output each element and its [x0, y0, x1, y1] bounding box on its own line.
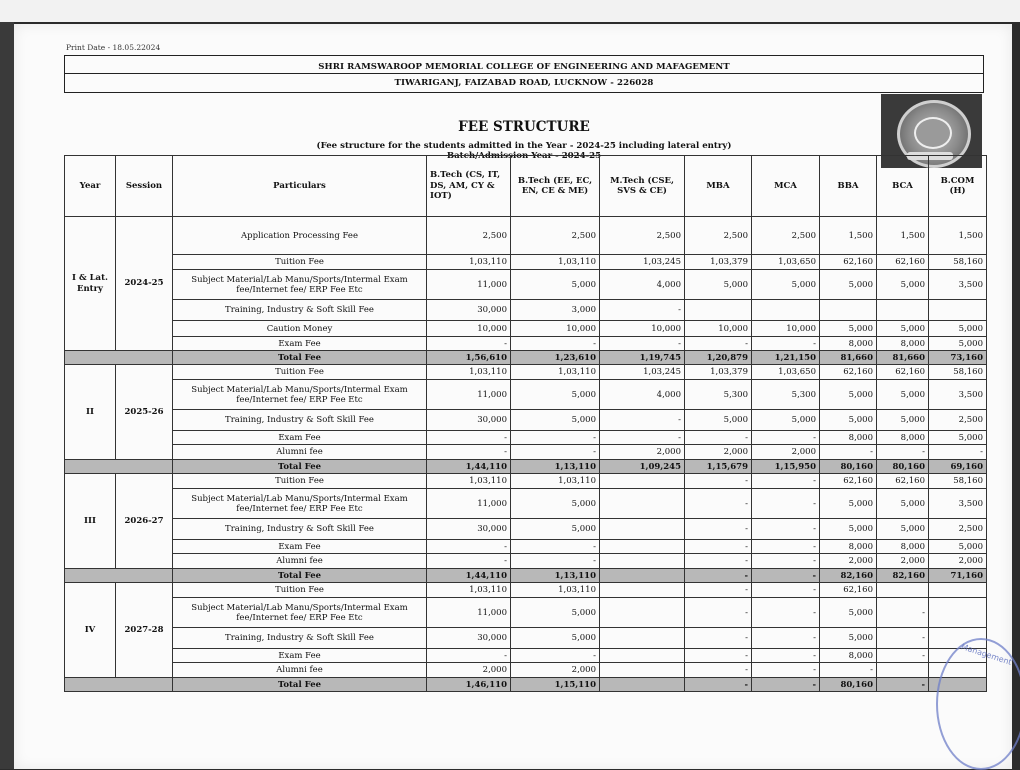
fee-cell-btech-cs: -: [427, 649, 511, 663]
fee-cell-bba: 5,000: [820, 321, 877, 337]
fee-cell-btech-cs: 11,000: [427, 270, 511, 300]
fee-cell-btech-cs: 2,000: [427, 663, 511, 678]
fee-cell-btech-ee: 1,13,110: [511, 569, 600, 583]
fee-cell-btech-cs: -: [427, 554, 511, 569]
fee-cell-mtech: 10,000: [600, 321, 685, 337]
fee-cell-btech-cs: 30,000: [427, 628, 511, 649]
fee-cell-bba: 1,500: [820, 217, 877, 255]
fee-cell-mba: -: [685, 474, 752, 489]
fee-cell-bba: -: [820, 445, 877, 460]
table-row: [65, 255, 987, 270]
fee-cell-btech-ee: -: [511, 431, 600, 445]
table-row: [65, 649, 987, 663]
fee-cell-btech-cs: 11,000: [427, 380, 511, 410]
fee-cell-bca: -: [877, 649, 929, 663]
fee-cell-btech-ee: 5,000: [511, 380, 600, 410]
particulars-cell: Tuition Fee: [173, 474, 427, 489]
fee-cell-mca: -: [752, 663, 820, 678]
particulars-cell: Subject Material/Lab Manu/Sports/Intermal Exam fee/Internet fee/ ERP Fee Etc: [173, 380, 427, 410]
fee-cell-bca: 8,000: [877, 337, 929, 351]
fee-cell-bba: 5,000: [820, 489, 877, 519]
table-row: [65, 598, 987, 628]
fee-cell-btech-ee: -: [511, 445, 600, 460]
particulars-cell: Subject Material/Lab Manu/Sports/Intermal Exam fee/Internet fee/ ERP Fee Etc: [173, 489, 427, 519]
fee-cell-btech-ee: 5,000: [511, 628, 600, 649]
fee-cell-bba: 8,000: [820, 649, 877, 663]
header-year: Year: [65, 156, 116, 217]
fee-cell-btech-ee: 1,03,110: [511, 583, 600, 598]
viewer-left-edge: [0, 22, 14, 769]
fee-cell-mba: -: [685, 519, 752, 540]
fee-cell-mtech: 2,500: [600, 217, 685, 255]
fee-cell-mba: -: [685, 337, 752, 351]
fee-cell-mca: 2,000: [752, 445, 820, 460]
fee-cell-bca: 5,000: [877, 410, 929, 431]
particulars-cell: Tuition Fee: [173, 583, 427, 598]
fee-cell-btech-cs: 1,56,610: [427, 351, 511, 365]
header-btech-ee: B.Tech (EE, EC, EN, CE & ME): [511, 156, 600, 217]
fee-cell-mtech: 1,03,245: [600, 255, 685, 270]
particulars-cell: Caution Money: [173, 321, 427, 337]
particulars-cell: Training, Industry & Soft Skill Fee: [173, 628, 427, 649]
fee-cell-mba: 2,000: [685, 445, 752, 460]
fee-cell-mca: 1,15,950: [752, 460, 820, 474]
fee-cell-btech-ee: -: [511, 337, 600, 351]
particulars-cell: Alumni fee: [173, 445, 427, 460]
fee-cell-bcom: [929, 300, 987, 321]
fee-cell-bcom: -: [929, 445, 987, 460]
seal-emblem: [914, 117, 952, 149]
fee-cell-mba: -: [685, 649, 752, 663]
fee-structure-table: [64, 155, 987, 692]
table-row: [65, 337, 987, 351]
total-fee-row: [65, 569, 987, 583]
fee-cell-mtech: [600, 663, 685, 678]
scanned-document-page: [14, 24, 1012, 769]
particulars-cell: Exam Fee: [173, 649, 427, 663]
fee-cell-mca: -: [752, 431, 820, 445]
fee-cell-mba: -: [685, 569, 752, 583]
fee-cell-btech-ee: 1,03,110: [511, 365, 600, 380]
fee-cell-btech-ee: 5,000: [511, 519, 600, 540]
fee-cell-bca: -: [877, 598, 929, 628]
fee-cell-mca: 5,300: [752, 380, 820, 410]
fee-cell-mba: 5,000: [685, 270, 752, 300]
fee-cell-mca: 5,000: [752, 410, 820, 431]
fee-cell-bca: 81,660: [877, 351, 929, 365]
particulars-cell: Training, Industry & Soft Skill Fee: [173, 519, 427, 540]
table-row: [65, 380, 987, 410]
stamp-text: Management: [959, 642, 1013, 667]
fee-cell-mtech: [600, 569, 685, 583]
fee-cell-bcom: 5,000: [929, 540, 987, 554]
fee-cell-mca: 2,500: [752, 217, 820, 255]
fee-cell-bcom: 5,000: [929, 431, 987, 445]
fee-cell-mtech: [600, 583, 685, 598]
fee-cell-bba: [820, 300, 877, 321]
fee-cell-bca: 80,160: [877, 460, 929, 474]
fee-cell-bcom: 2,500: [929, 519, 987, 540]
table-row: [65, 217, 987, 255]
fee-cell-mtech: -: [600, 431, 685, 445]
document-title: FEE STRUCTURE: [458, 119, 590, 135]
header-divider: [65, 73, 983, 74]
fee-cell-bcom: 5,000: [929, 337, 987, 351]
fee-cell-btech-ee: 5,000: [511, 598, 600, 628]
session-cell: 2027-28: [116, 583, 173, 678]
table-row: [65, 489, 987, 519]
fee-cell-btech-cs: -: [427, 431, 511, 445]
particulars-cell: Exam Fee: [173, 337, 427, 351]
fee-cell-bcom: 71,160: [929, 569, 987, 583]
fee-cell-mca: -: [752, 540, 820, 554]
fee-cell-bcom: 3,500: [929, 380, 987, 410]
fee-cell-bba: 8,000: [820, 337, 877, 351]
fee-cell-btech-cs: 11,000: [427, 489, 511, 519]
fee-cell-bca: -: [877, 445, 929, 460]
fee-cell-mba: [685, 300, 752, 321]
fee-cell-btech-ee: -: [511, 554, 600, 569]
fee-cell-btech-cs: 1,03,110: [427, 474, 511, 489]
fee-cell-bca: -: [877, 678, 929, 692]
header-mba: MBA: [685, 156, 752, 217]
fee-cell-btech-cs: 1,03,110: [427, 365, 511, 380]
fee-cell-mca: 1,03,650: [752, 365, 820, 380]
fee-cell-bcom: 3,500: [929, 489, 987, 519]
total-row-blank: [65, 569, 173, 583]
print-date: Print Date - 18.05.22024: [66, 43, 161, 52]
fee-cell-bba: 81,660: [820, 351, 877, 365]
fee-cell-bca: 8,000: [877, 431, 929, 445]
management-stamp: [936, 638, 1020, 770]
year-cell: II: [65, 365, 116, 460]
fee-cell-bba: 5,000: [820, 270, 877, 300]
fee-cell-bca: 62,160: [877, 255, 929, 270]
fee-cell-bca: 62,160: [877, 474, 929, 489]
table-row: [65, 663, 987, 678]
fee-cell-bca: [877, 663, 929, 678]
fee-cell-mba: 5,000: [685, 410, 752, 431]
fee-cell-bca: 62,160: [877, 365, 929, 380]
fee-cell-btech-cs: 1,03,110: [427, 255, 511, 270]
fee-cell-mtech: -: [600, 410, 685, 431]
fee-cell-bca: [877, 583, 929, 598]
fee-cell-bca: 2,000: [877, 554, 929, 569]
fee-cell-bba: 2,000: [820, 554, 877, 569]
fee-cell-bcom: 2,500: [929, 410, 987, 431]
fee-cell-btech-ee: 3,000: [511, 300, 600, 321]
fee-cell-btech-ee: 2,500: [511, 217, 600, 255]
year-cell: III: [65, 474, 116, 569]
fee-cell-mba: 10,000: [685, 321, 752, 337]
fee-cell-bca: 8,000: [877, 540, 929, 554]
fee-cell-bba: 80,160: [820, 460, 877, 474]
fee-cell-mca: -: [752, 337, 820, 351]
total-row-blank: [65, 678, 173, 692]
fee-cell-bba: 62,160: [820, 474, 877, 489]
table-row: [65, 270, 987, 300]
fee-cell-bca: 5,000: [877, 270, 929, 300]
fee-cell-bcom: 2,000: [929, 554, 987, 569]
fee-cell-mtech: 1,19,745: [600, 351, 685, 365]
total-fee-label: Total Fee: [173, 460, 427, 474]
fee-cell-bba: 5,000: [820, 519, 877, 540]
particulars-cell: Subject Material/Lab Manu/Sports/Intermal Exam fee/Internet fee/ ERP Fee Etc: [173, 598, 427, 628]
fee-cell-mba: -: [685, 583, 752, 598]
fee-cell-mca: -: [752, 474, 820, 489]
fee-cell-mtech: 1,03,245: [600, 365, 685, 380]
year-cell: I & Lat. Entry: [65, 217, 116, 351]
fee-cell-btech-cs: -: [427, 445, 511, 460]
fee-cell-btech-ee: 1,03,110: [511, 474, 600, 489]
fee-cell-mca: -: [752, 583, 820, 598]
header-mtech: M.Tech (CSE, SVS & CE): [600, 156, 685, 217]
fee-cell-btech-ee: 10,000: [511, 321, 600, 337]
header-particulars: Particulars: [173, 156, 427, 217]
fee-cell-btech-ee: 5,000: [511, 410, 600, 431]
table-row: [65, 628, 987, 649]
total-fee-row: [65, 678, 987, 692]
particulars-cell: Training, Industry & Soft Skill Fee: [173, 410, 427, 431]
fee-cell-bcom: 58,160: [929, 255, 987, 270]
fee-cell-mca: [752, 300, 820, 321]
fee-cell-mba: -: [685, 598, 752, 628]
college-header-box: [64, 55, 984, 93]
fee-cell-bba: 62,160: [820, 365, 877, 380]
fee-cell-bba: 5,000: [820, 380, 877, 410]
fee-cell-bca: [877, 300, 929, 321]
fee-cell-mba: -: [685, 554, 752, 569]
fee-cell-mca: -: [752, 554, 820, 569]
table-row: [65, 519, 987, 540]
particulars-cell: Tuition Fee: [173, 365, 427, 380]
particulars-cell: Exam Fee: [173, 431, 427, 445]
fee-cell-bba: 8,000: [820, 540, 877, 554]
fee-cell-bba: 62,160: [820, 255, 877, 270]
fee-cell-mca: -: [752, 678, 820, 692]
table-row: [65, 300, 987, 321]
fee-cell-mca: -: [752, 489, 820, 519]
fee-cell-bba: -: [820, 663, 877, 678]
fee-cell-mca: 1,21,150: [752, 351, 820, 365]
fee-cell-bcom: 58,160: [929, 474, 987, 489]
fee-cell-btech-cs: -: [427, 540, 511, 554]
total-row-blank: [65, 460, 173, 474]
fee-cell-mtech: [600, 474, 685, 489]
fee-cell-mtech: 4,000: [600, 380, 685, 410]
fee-cell-bcom: [929, 583, 987, 598]
fee-cell-bcom: 69,160: [929, 460, 987, 474]
fee-cell-btech-ee: 5,000: [511, 489, 600, 519]
fee-cell-btech-ee: 1,13,110: [511, 460, 600, 474]
fee-cell-mba: 1,15,679: [685, 460, 752, 474]
fee-cell-btech-ee: -: [511, 649, 600, 663]
fee-cell-btech-ee: 1,23,610: [511, 351, 600, 365]
subtitle-line-2: Batch/Admission Year - 2024-25: [446, 151, 602, 161]
fee-cell-bca: 5,000: [877, 321, 929, 337]
fee-cell-bba: 5,000: [820, 628, 877, 649]
session-cell: 2025-26: [116, 365, 173, 460]
header-bca: BCA: [877, 156, 929, 217]
header-bcom: B.COM (H): [929, 156, 987, 217]
fee-cell-mca: -: [752, 598, 820, 628]
fee-cell-bcom: 3,500: [929, 270, 987, 300]
table-row: [65, 410, 987, 431]
fee-cell-mtech: 1,09,245: [600, 460, 685, 474]
fee-cell-mtech: -: [600, 337, 685, 351]
fee-cell-mba: 2,500: [685, 217, 752, 255]
particulars-cell: Subject Material/Lab Manu/Sports/Intermal Exam fee/Internet fee/ ERP Fee Etc: [173, 270, 427, 300]
particulars-cell: Exam Fee: [173, 540, 427, 554]
header-mca: MCA: [752, 156, 820, 217]
particulars-cell: Application Processing Fee: [173, 217, 427, 255]
fee-cell-mtech: [600, 519, 685, 540]
total-fee-row: [65, 351, 987, 365]
fee-cell-mba: -: [685, 628, 752, 649]
fee-cell-mtech: [600, 628, 685, 649]
fee-cell-bca: 5,000: [877, 489, 929, 519]
fee-cell-bcom: 1,500: [929, 217, 987, 255]
fee-cell-btech-cs: 30,000: [427, 300, 511, 321]
session-cell: 2024-25: [116, 217, 173, 351]
total-fee-row: [65, 460, 987, 474]
fee-cell-bba: 80,160: [820, 678, 877, 692]
table-row: [65, 321, 987, 337]
total-fee-label: Total Fee: [173, 569, 427, 583]
table-row: [65, 365, 987, 380]
fee-cell-bcom: [929, 598, 987, 628]
fee-cell-bba: 82,160: [820, 569, 877, 583]
session-cell: 2026-27: [116, 474, 173, 569]
fee-cell-btech-cs: 30,000: [427, 410, 511, 431]
fee-cell-mca: 5,000: [752, 270, 820, 300]
fee-cell-mtech: [600, 649, 685, 663]
fee-cell-btech-ee: 5,000: [511, 270, 600, 300]
fee-cell-btech-cs: 11,000: [427, 598, 511, 628]
fee-cell-mba: -: [685, 540, 752, 554]
college-address: TIWARIGANJ, FAIZABAD ROAD, LUCKNOW - 226028: [394, 78, 654, 88]
fee-cell-btech-cs: 1,44,110: [427, 460, 511, 474]
fee-cell-btech-cs: 30,000: [427, 519, 511, 540]
fee-cell-bcom: 73,160: [929, 351, 987, 365]
fee-cell-btech-cs: 1,03,110: [427, 583, 511, 598]
table-row: [65, 554, 987, 569]
fee-cell-mba: 1,20,879: [685, 351, 752, 365]
fee-cell-mca: -: [752, 519, 820, 540]
fee-cell-mtech: [600, 540, 685, 554]
total-fee-label: Total Fee: [173, 678, 427, 692]
fee-cell-bca: 5,000: [877, 380, 929, 410]
fee-cell-bcom: 58,160: [929, 365, 987, 380]
particulars-cell: Training, Industry & Soft Skill Fee: [173, 300, 427, 321]
fee-cell-mtech: [600, 489, 685, 519]
fee-cell-mtech: 4,000: [600, 270, 685, 300]
table-row: [65, 583, 987, 598]
fee-cell-btech-cs: 2,500: [427, 217, 511, 255]
header-bba: BBA: [820, 156, 877, 217]
fee-cell-bba: 8,000: [820, 431, 877, 445]
fee-cell-bba: 62,160: [820, 583, 877, 598]
fee-cell-mca: 1,03,650: [752, 255, 820, 270]
fee-cell-bca: 1,500: [877, 217, 929, 255]
header-btech-cs: B.Tech (CS, IT, DS, AM, CY & IOT): [427, 156, 511, 217]
total-row-blank: [65, 351, 173, 365]
fee-cell-mca: -: [752, 649, 820, 663]
fee-cell-bba: 5,000: [820, 598, 877, 628]
header-session: Session: [116, 156, 173, 217]
table-row: [65, 474, 987, 489]
fee-cell-mca: -: [752, 628, 820, 649]
fee-cell-mca: 10,000: [752, 321, 820, 337]
fee-cell-btech-ee: 2,000: [511, 663, 600, 678]
table-row: [65, 540, 987, 554]
fee-cell-mtech: [600, 678, 685, 692]
fee-cell-btech-cs: 10,000: [427, 321, 511, 337]
particulars-cell: Alumni fee: [173, 554, 427, 569]
fee-cell-mba: -: [685, 663, 752, 678]
college-name: SHRI RAMSWAROOP MEMORIAL COLLEGE OF ENGINEERING AND MAFAGEMENT: [318, 62, 730, 72]
fee-cell-mtech: -: [600, 300, 685, 321]
fee-cell-mba: 1,03,379: [685, 365, 752, 380]
fee-cell-mba: -: [685, 489, 752, 519]
fee-table-body: [65, 217, 987, 692]
fee-cell-btech-ee: 1,15,110: [511, 678, 600, 692]
fee-cell-bcom: 5,000: [929, 321, 987, 337]
table-header-row: [65, 156, 987, 217]
fee-cell-mba: -: [685, 678, 752, 692]
fee-cell-btech-cs: 1,44,110: [427, 569, 511, 583]
fee-cell-bba: 5,000: [820, 410, 877, 431]
particulars-cell: Tuition Fee: [173, 255, 427, 270]
fee-cell-mtech: 2,000: [600, 445, 685, 460]
viewer-top-bar: [0, 0, 1020, 22]
particulars-cell: Alumni fee: [173, 663, 427, 678]
fee-cell-mtech: [600, 598, 685, 628]
fee-cell-mtech: [600, 554, 685, 569]
subtitle-line-1: (Fee structure for the students admitted in the Year - 2024-25 including lateral entry): [316, 141, 732, 151]
fee-cell-btech-cs: 1,46,110: [427, 678, 511, 692]
fee-cell-bca: 5,000: [877, 519, 929, 540]
table-row: [65, 431, 987, 445]
fee-cell-mba: 5,300: [685, 380, 752, 410]
fee-cell-bca: 82,160: [877, 569, 929, 583]
table-row: [65, 445, 987, 460]
fee-cell-mba: 1,03,379: [685, 255, 752, 270]
fee-cell-btech-cs: -: [427, 337, 511, 351]
total-fee-label: Total Fee: [173, 351, 427, 365]
fee-cell-btech-ee: 1,03,110: [511, 255, 600, 270]
fee-cell-mca: -: [752, 569, 820, 583]
year-cell: IV: [65, 583, 116, 678]
fee-cell-bca: -: [877, 628, 929, 649]
fee-cell-btech-ee: -: [511, 540, 600, 554]
fee-cell-mba: -: [685, 431, 752, 445]
